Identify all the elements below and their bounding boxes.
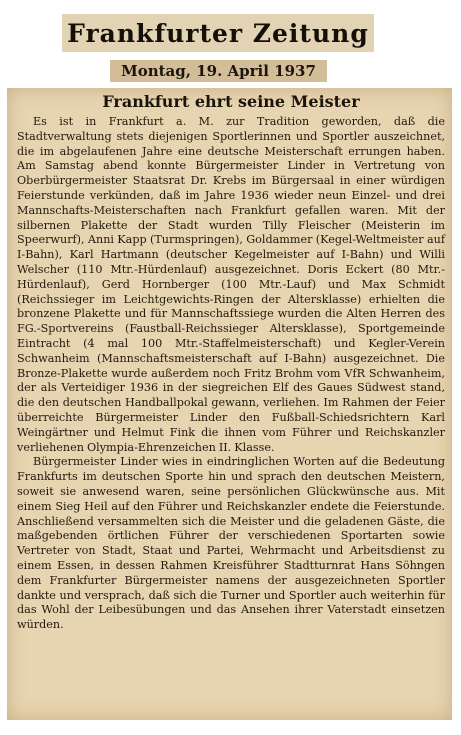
article-clipping — [7, 88, 452, 720]
article-paragraph: Bürgermeister Linder wies in eindringlichen Worten auf die Bedeutung Frankfurts im deutschen Sporte hin und sprach den deutschen Meistern, soweit sie anwesend waren, seine persönlichen Glückwünsche aus. Mit einem Sieg Heil auf den Führer und Reichskanzler endete die Feierstunde. Anschließend versammelten sich die Meister und die geladenen Gäste, die maßgebenden örtlichen Führer der verschiedenen Sportarten sowie Vertreter von Stadt, Staat und Partei, Wehrmacht und Arbeitsdienst zu einem Essen, in dessen Rahmen Kreisführer Stadtturnrat Hans Söhngen dem Frankfurter Bürgermeister namens der ausgezeichneten Sportler dankte und versprach, daß sich die Turner und Sportler auch weiterhin für das Wohl der Leibesübungen und das Ansehen ihrer Vaterstadt einsetzen würden. — [17, 455, 445, 632]
article-paragraph: Es ist in Frankfurt a. M. zur Tradition geworden, daß die Stadtverwaltung stets diejenigen Sportlerinnen und Sportler auszeichnet, die im abgelaufenen Jahre eine deutsche Meisterschaft errungen haben. Am Samstag abend konnte Bürgermeister Linder in Vertretung von Oberbürgermeister Staatsrat Dr. Krebs im Bürgersaal in einer würdigen Feierstunde verkünden, daß im Jahre 1936 wieder neun Einzel- und drei Mannschafts-Meisterschaften nach Frankfurt gefallen waren. Mit der silbernen Plakette der Stadt wurden Tilly Fleischer (Meisterin im Speerwurf), Anni Kapp (Turmspringen), Goldammer (Kegel-Weltmeister auf I-Bahn), Karl Hartmann (deutscher Kegelmeister auf I-Bahn) und Willi Welscher (110 Mtr.-Hürdenlauf) ausgezeichnet. Doris Eckert (80 Mtr.-Hürdenlauf), Gerd Hornberger (100 Mtr.-Lauf) und Max Schmidt (Reichssieger im Leichtgewichts-Ringen der Altersklasse) erhielten die bronzene Plakette und für Mannschaftssiege wurden die Alten Herren des FG.-Sportvereins (Faustball-Reichssieger Altersklasse), Sportgemeinde Eintracht (4 mal 100 Mtr.-Staffelmeisterschaft) und Kegler-Verein Schwanheim (Mannschaftsmeisterschaft auf I-Bahn) ausgezeichnet. Die Bronze-Plakette wurde außerdem noch Fritz Brohm vom VfR Schwanheim, der als Verteidiger 1936 in der siegreichen Elf des Gaues Südwest stand, die den deutschen Handballpokal gewann, verliehen. Im Rahmen der Feier überreichte Bürgermeister Linder den Fußball-Schiedsrichtern Karl Weingärtner und Helmut Fink die ihnen vom Führer und Reichskanzler verliehenen Olympia-Ehrenzeichen II. Klasse. — [17, 115, 445, 454]
issue-date: Montag, 19. April 1937 — [110, 60, 327, 82]
article-body — [17, 115, 445, 633]
article-headline: Frankfurt ehrt seine Meister — [102, 92, 360, 111]
newspaper-masthead: Frankfurter Zeitung — [62, 14, 374, 52]
